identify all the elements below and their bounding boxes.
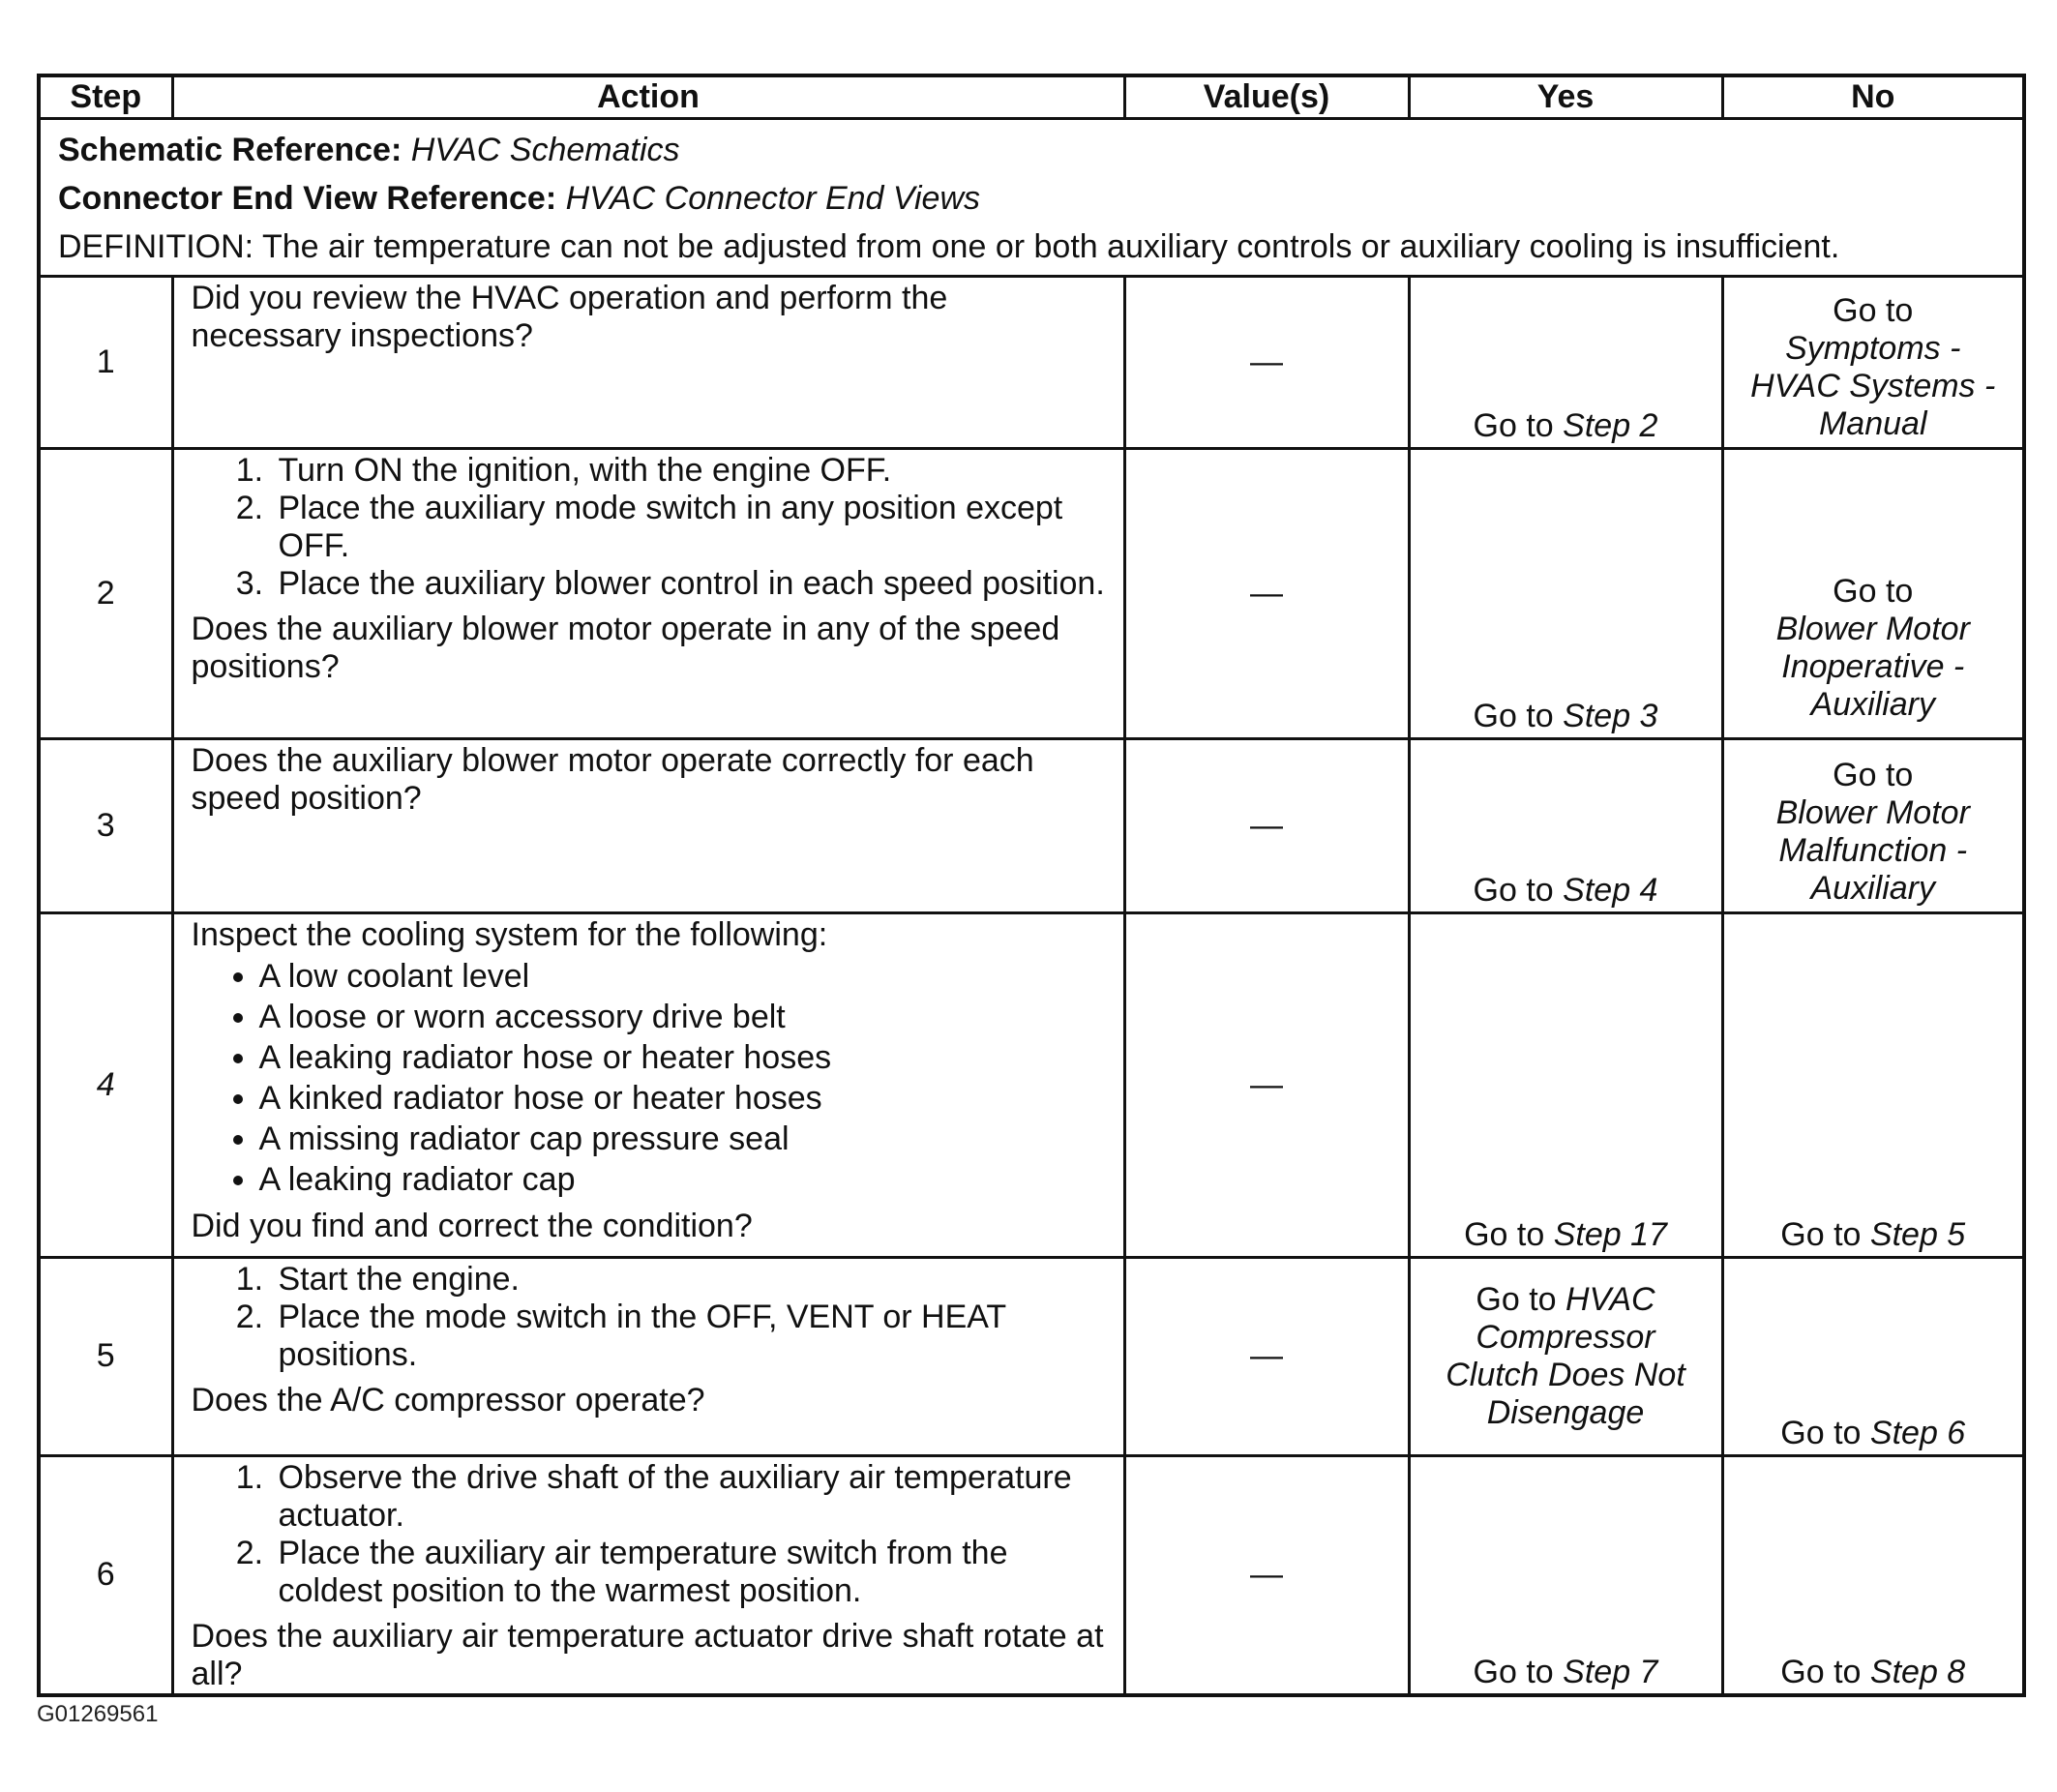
value-cell: — — [1124, 912, 1409, 1257]
step-number: 6 — [39, 1455, 172, 1695]
action-cell — [172, 448, 1124, 738]
procedure-link[interactable]: HVAC — [1565, 1280, 1655, 1318]
no-cell: Go to Step 6 — [1722, 1257, 2024, 1455]
step-number: 2 — [39, 448, 172, 738]
action-question: Does the A/C compressor operate? — [191, 1381, 705, 1419]
definition: DEFINITION: The air temperature can not be adjusted from one or both auxiliary controls or auxiliary cooling is insufficient. — [58, 227, 1840, 265]
procedure-link[interactable]: Compressor Clutch Does Not Disengage — [1446, 1318, 1685, 1431]
table-row — [39, 1455, 2024, 1695]
yes-cell: Go to Step 17 — [1409, 912, 1722, 1257]
no-cell: Go to Step 5 — [1722, 912, 2024, 1257]
action-steps: 1. Turn ON the ignition, with the engine OFF. 2. Place the auxiliary mode switch in any position except OFF. 3. Place the auxiliary blower control in each speed position. — [192, 452, 1106, 603]
no-cell: Go to Symptoms - HVAC Systems - Manual — [1722, 276, 2024, 448]
action-cell — [172, 1455, 1124, 1695]
step-link[interactable]: Step 6 — [1869, 1414, 1966, 1451]
step-link[interactable]: Step 2 — [1563, 406, 1658, 444]
value-cell: — — [1124, 1455, 1409, 1695]
no-cell: Go to Step 8 — [1722, 1455, 2024, 1695]
connector-reference: Connector End View Reference: HVAC Connector End Views — [58, 179, 980, 217]
action-cell — [172, 1257, 1124, 1455]
header-row — [39, 75, 2024, 118]
step-number: 4 — [39, 912, 172, 1257]
step-number: 1 — [39, 276, 172, 448]
yes-cell: Go to HVAC Compressor Clutch Does Not Disengage — [1409, 1257, 1722, 1455]
action-steps: 1. Start the engine. 2. Place the mode switch in the OFF, VENT or HEAT positions. — [192, 1261, 1106, 1374]
yes-cell: Go to Step 7 — [1409, 1455, 1722, 1695]
action-question: Did you find and correct the condition? — [191, 1207, 753, 1244]
table-row — [39, 276, 2024, 448]
action-cell — [172, 912, 1124, 1257]
action-cell — [172, 738, 1124, 912]
action-steps: 1. Observe the drive shaft of the auxiliary air temperature actuator. 2. Place the auxiliary air temperature switch from the coldest position to the warmest position. — [192, 1459, 1106, 1610]
step-number: 3 — [39, 738, 172, 912]
action-question: Does the auxiliary air temperature actuator drive shaft rotate at all? — [191, 1617, 1104, 1692]
step-link[interactable]: Step 17 — [1553, 1215, 1667, 1253]
value-cell: — — [1124, 738, 1409, 912]
value-cell: — — [1124, 1257, 1409, 1455]
action-intro: Inspect the cooling system for the following: — [191, 915, 828, 953]
figure-id: G01269561 — [37, 1701, 159, 1727]
header-action: Action — [172, 75, 1124, 118]
value-cell: — — [1124, 448, 1409, 738]
step-link[interactable]: Step 3 — [1563, 697, 1658, 734]
header-step: Step — [39, 75, 172, 118]
action-question: Did you review the HVAC operation and perform the necessary inspections? — [191, 279, 948, 354]
header-yes: Yes — [1409, 75, 1722, 118]
value-cell: — — [1124, 276, 1409, 448]
procedure-link[interactable]: Symptoms - HVAC Systems - Manual — [1750, 329, 1996, 442]
step-link[interactable]: Step 7 — [1563, 1654, 1658, 1690]
reference-cell — [39, 118, 2024, 276]
table-row — [39, 738, 2024, 912]
step-link[interactable]: Step 8 — [1869, 1654, 1966, 1690]
table-row — [39, 448, 2024, 738]
no-cell: Go to Blower Motor Inoperative - Auxiliary — [1722, 448, 2024, 738]
yes-cell: Go to Step 2 — [1409, 276, 1722, 448]
header-no: No — [1722, 75, 2024, 118]
inspection-list: • A low coolant level • A loose or worn accessory drive belt • A leaking radiator hose or heater hoses • A kinked radiator hose or heater hoses • A missing radiator cap pressure seal • A leaking radiator cap — [192, 956, 1106, 1200]
procedure-link[interactable]: Blower Motor Malfunction - Auxiliary — [1775, 793, 1970, 907]
action-question: Does the auxiliary blower motor operate in any of the speed positions? — [191, 610, 1060, 685]
schematic-reference: Schematic Reference: HVAC Schematics — [58, 131, 680, 168]
header-values: Value(s) — [1124, 75, 1409, 118]
procedure-link[interactable]: Blower Motor Inoperative - Auxiliary — [1775, 610, 1970, 723]
diagnostic-table — [37, 74, 2026, 1697]
reference-row — [39, 118, 2024, 276]
table-row — [39, 1257, 2024, 1455]
step-link[interactable]: Step 5 — [1869, 1215, 1966, 1253]
action-question: Does the auxiliary blower motor operate correctly for each speed position? — [191, 741, 1034, 817]
action-cell — [172, 276, 1124, 448]
step-number: 5 — [39, 1257, 172, 1455]
step-link[interactable]: Step 4 — [1563, 871, 1658, 909]
table-row — [39, 912, 2024, 1257]
no-cell: Go to Blower Motor Malfunction - Auxiliary — [1722, 738, 2024, 912]
yes-cell: Go to Step 4 — [1409, 738, 1722, 912]
yes-cell: Go to Step 3 — [1409, 448, 1722, 738]
